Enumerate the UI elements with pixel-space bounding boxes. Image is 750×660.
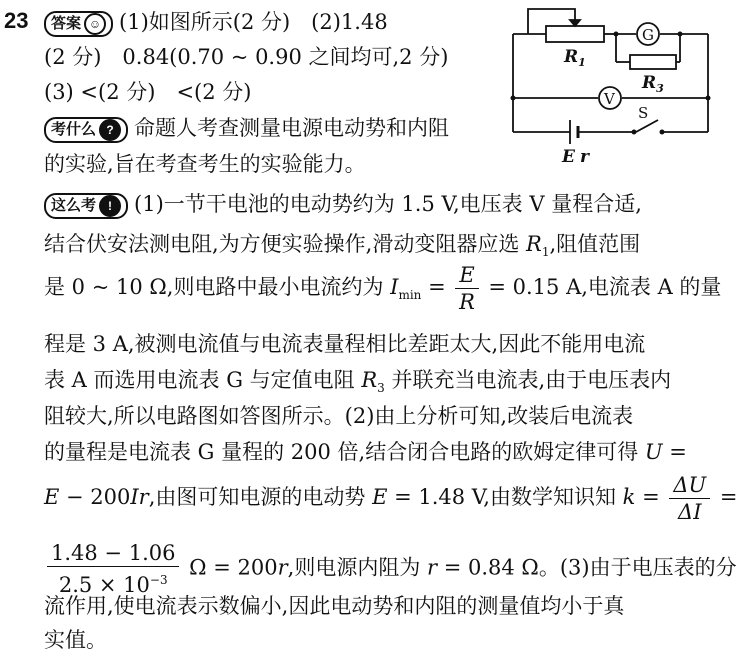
smiley-icon: ☺ [84, 13, 106, 35]
answer-tag: 答案 ☺ [44, 11, 113, 37]
how-line-1: 这么考 ! (1)一节干电池的电动势约为 1.5 V,电压表 V 量程合适, [44, 190, 642, 219]
r1-resistor [546, 26, 604, 42]
svg-text:R3: $R_3$ [642, 73, 664, 95]
examines-line-2: 的实验,旨在考查考生的实验能力。 [44, 152, 366, 176]
answer-line-1: 答案 ☺ (1)如图所示(2 分) (2)1.48 [44, 8, 388, 37]
how-tag: 这么考 ! [44, 193, 128, 219]
fraction-e-over-r: $\frac{E}{R}$ [455, 262, 478, 315]
svg-text:R1: $R_1$ [564, 47, 586, 69]
emf-label: E [562, 147, 575, 166]
how-line-7: 的量程是电流表 G 量程的 200 倍,结合闭合电路的欧姆定律可得 U = [44, 440, 687, 464]
r3-resistor [630, 55, 676, 69]
how-line-6: 阻较大,所以电路图如答图所示。(2)由上分析可知,改装后电流表 [44, 404, 634, 428]
exclamation-icon: ! [99, 195, 121, 217]
circuit-diagram [508, 6, 718, 166]
galvanometer-label: G [642, 26, 654, 44]
examines-tag: 考什么 ? [44, 117, 128, 143]
question-number: 23 [4, 8, 29, 33]
voltmeter-label: V [604, 90, 615, 108]
answer-line-2: (2 分) 0.84(0.70 ~ 0.90 之间均可,2 分) [44, 45, 449, 69]
how-line-5: 表 A 而选用电流表 G 与定值电阻 $R_3$ 并联充当电流表,由于电压表内 [44, 368, 672, 396]
switch-label: S [638, 104, 649, 122]
how-line-4: 程是 3 A,被测电流值与电流表量程相比差距太大,因此不能用电流 [44, 332, 646, 356]
how-line-2: 结合伏安法测电阻,为方便实验操作,滑动变阻器应选 $R_1$,阻值范围 [44, 232, 641, 260]
how-line-3: 是 0 ~ 10 Ω,则电路中最小电流约为 $I_{min}$ = $\frac{E}{R}$ = 0.15 A,电流表 A 的量 [44, 263, 722, 314]
fraction-du-over-di: $\frac{\Delta U}{\Delta I}$ [669, 472, 710, 525]
how-line-9: $\frac{1.48 - 1.06}{2.5 \times 10^{-3}}$ Ω = 200r,则电源内阻为 r = 0.84 Ω。(3)由于电压表的分 [44, 540, 737, 598]
answer-line-3: (3) <(2 分) <(2 分) [44, 80, 252, 104]
examines-line-1: 考什么 ? 命题人考查测量电源电动势和内阻 [44, 114, 449, 143]
how-line-10: 流作用,使电流表示数偏小,因此电动势和内阻的测量值均小于真 [44, 594, 625, 618]
how-line-11: 实值。 [44, 628, 107, 652]
question-icon: ? [99, 119, 121, 141]
fraction-numeric: $\frac{1.48 - 1.06}{2.5 \times 10^{-3}}$ [47, 540, 179, 598]
how-line-8: E − 200Ir,由图可知电源的电动势 E = 1.48 V,由数学知识知 k = $\frac{\Delta U}{\Delta I}$ = [44, 473, 738, 524]
internal-resistance-label: r [580, 147, 589, 166]
